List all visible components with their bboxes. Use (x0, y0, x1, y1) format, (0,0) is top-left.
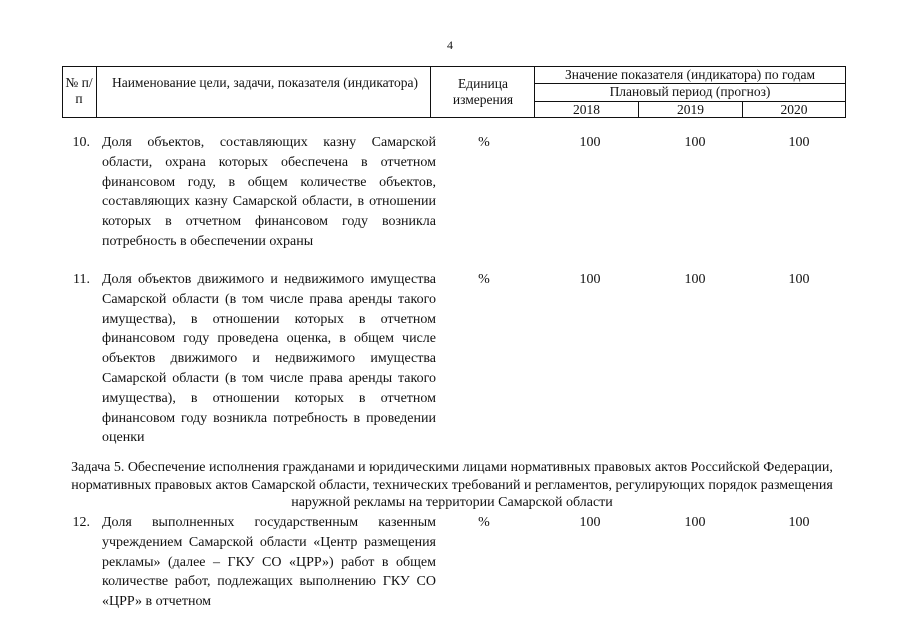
row-value-2018: 100 (579, 272, 601, 287)
row-unit: % (478, 135, 490, 150)
row-number: 12. (72, 515, 90, 530)
header-col-num: № п/п (65, 75, 93, 106)
row-unit: % (478, 515, 490, 530)
row-unit: % (478, 272, 490, 287)
row-number: 10. (72, 135, 90, 150)
header-right-border (845, 66, 846, 118)
row-value-2020: 100 (788, 272, 810, 287)
task-5-heading: Задача 5. Обеспечение исполнения гражданами и юридическими лицами нормативных правовых актов Российской Федерации, нормативных правовых актов Самарской области, технических требований и регламентов, регулирующих порядок размещения наружной рекламы на территории Самарской области (71, 460, 833, 510)
row-value-2020: 100 (788, 515, 810, 530)
header-col-period: Плановый период (прогноз) (609, 84, 771, 99)
row-number: 11. (73, 272, 90, 287)
header-year-2019: 2019 (677, 102, 704, 117)
page-number: 4 (447, 38, 453, 52)
header-left-border (62, 66, 63, 118)
header-col-name: Наименование цели, задачи, показателя (индикатора) (111, 75, 419, 90)
row-value-2018: 100 (579, 135, 601, 150)
header-divider-num (96, 66, 97, 118)
row-value-2019: 100 (684, 272, 706, 287)
header-year-2018: 2018 (573, 102, 600, 117)
header-col-unit: Единица измерения (452, 76, 514, 107)
row-indicator-name: Доля объектов движимого и недвижимого имущества Самарской области (в том числе права аренды такого имущества), в отношении которых в отчетном финансовом году проведена оценка, в общем числе объектов движимого и недвижимого имущества Самарской области (в том числе права аренды такого имущества), в отношении которых в отчетном финансовом году возникла потребность в проведении оценки (102, 272, 436, 446)
row-value-2019: 100 (684, 515, 706, 530)
table-header (62, 66, 846, 118)
row-value-2018: 100 (579, 515, 601, 530)
row-value-2019: 100 (684, 135, 706, 150)
header-year-2020: 2020 (780, 102, 808, 117)
row-indicator-name: Доля объектов, составляющих казну Самарской области, охрана которых обеспечена в отчетном финансовом году, в общем количестве объектов, составляющих казну Самарской области, в отношении которых в отчетном финансовом году возникла потребность в обеспечении охраны (102, 135, 436, 249)
header-divider-name (430, 66, 431, 118)
row-indicator-name: Доля выполненных государственным казенным учреждением Самарской области «Центр размещения рекламы» (далее – ГКУ СО «ЦРР») работ в общем количестве работ, подлежащих выполнению ГКУ СО «ЦРР» в отчетном (102, 515, 436, 610)
header-col-values: Значение показателя (индикатора) по годам (565, 67, 815, 82)
row-value-2020: 100 (788, 135, 810, 150)
